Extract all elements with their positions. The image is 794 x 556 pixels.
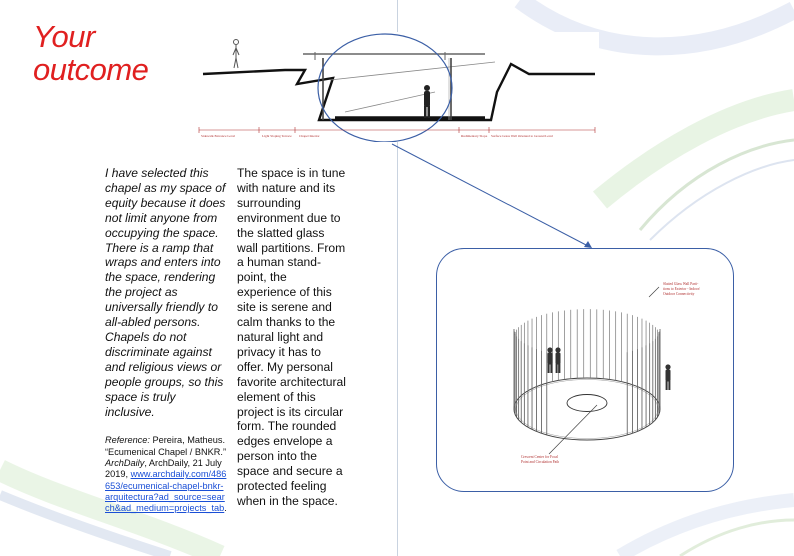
circular-plan-drawing	[437, 249, 733, 491]
plan-label-slats: tions to Exterior - Indoor/	[663, 287, 700, 291]
center-circle	[567, 395, 607, 412]
reference-label: Reference:	[105, 435, 150, 446]
equity-paragraph: I have selected this chapel as my space of equity because it does not limit anyone from occupying the space. There is a ramp that wraps and enters into the space, rendering the project as universally friendly to all-abled persons. Chapels do not discriminate against and religious views or people groups, so this space is truly inclusive.	[105, 166, 226, 419]
reference-citation: Pereira, Matheus. “Ecumenical Chapel / BNKR.”	[105, 435, 227, 457]
leader-line	[549, 405, 597, 454]
plan-label-center: Crescent Center for Focal	[521, 455, 559, 459]
section-label-5: Surface Grass Wall Oriented to Ground Level	[491, 134, 553, 138]
person-figure	[665, 364, 670, 390]
section-label-3: Chapel Interior	[299, 134, 320, 138]
person-figure	[547, 347, 552, 373]
reference-journal: ArchDaily	[105, 458, 145, 468]
reference-details: , ArchDaily, 21 July 2019,	[105, 458, 222, 480]
title-line-2: outcome	[33, 52, 149, 87]
plan-label-slats: Outdoor Connectivity	[663, 292, 695, 296]
plan-label-center: Point and Circulation Path	[521, 460, 560, 464]
reference-link[interactable]: www.archdaily.com/486653/ecumenical-chapel-bnkr-arquitectura?ad_source=search&ad_medium=projects_tab	[105, 469, 227, 514]
section-label-1: Sidewalk Entrance Level	[201, 134, 236, 138]
section-label-2: Light Sloping Terrace	[262, 134, 292, 138]
title-line-1: Your	[33, 19, 95, 54]
description-paragraph: The space is in tune with nature and its surrounding environment due to the slatted glass wall partitions. From a human stand-point, the experience of this site is serene and calm thanks to the natural light and privacy it has to offer. My personal favorite architectural element of this project is its circular form. The rounded edges envelope a person into the space and secure a protected feeling when in the space.	[237, 166, 346, 508]
left-column	[105, 166, 228, 514]
plan-label-slats: Slatted Glass Wall Parti-	[663, 282, 699, 286]
reference-end: .	[224, 503, 227, 514]
plan-frame	[436, 248, 734, 492]
leader-line	[649, 287, 659, 297]
reference-block	[105, 435, 228, 514]
section-label-4: Rudimentary Slope	[461, 134, 488, 138]
floor-ellipse	[514, 378, 660, 440]
